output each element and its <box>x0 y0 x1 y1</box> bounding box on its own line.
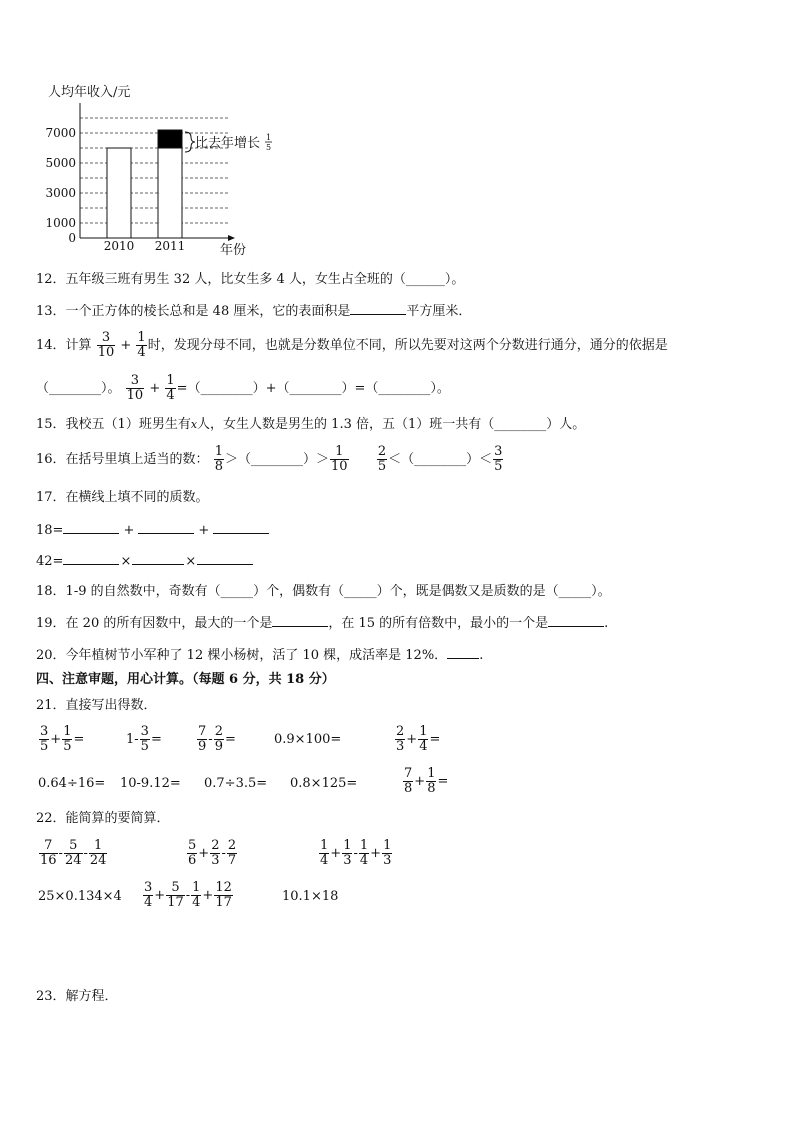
income-bar-chart <box>30 78 320 263</box>
answer-blank[interactable] <box>138 521 194 534</box>
bar-2011 <box>158 148 182 238</box>
fraction: $\frac{1}{4}$ <box>166 373 175 403</box>
question-16: 16．在括号里填上适当的数： $\frac{1}{8}$ ＞（________）＞ $\frac{1}{10}$ $\frac{2}{5}$ ＜（________）＜ $\frac{3}{5}$ <box>36 444 503 474</box>
question-19: 19．在 20 的所有因数中，最大的一个是 ，在 15 的所有倍数中，最小的一个是 . <box>36 616 609 631</box>
q21-expr-6: 0.64÷16= <box>38 776 106 791</box>
q21-expr-4: 0.9×100= <box>274 732 342 747</box>
answer-blank[interactable] <box>63 521 119 534</box>
bars <box>107 130 182 238</box>
annotation-frac-num: 1 <box>266 133 272 142</box>
y-tick-label: 5000 <box>45 156 76 170</box>
question-22: 22．能简算的要简算． <box>36 811 170 826</box>
fraction: $\frac{2}{5}$ <box>377 444 387 474</box>
q21-expr-7: 10-9.12= <box>120 776 181 791</box>
y-tick-label: 1000 <box>45 216 76 230</box>
fraction: $\frac{3}{10}$ <box>97 330 115 360</box>
q22-expr-5: $\frac{3}{4}$ + $\frac{5}{17}$ - $\frac{1}{4}$ + $\frac{12}{17}$ <box>144 880 232 910</box>
question-18: 18．1-9 的自然数中，奇数有（_____）个，偶数有（_____）个，既是偶数又是质数的是（_____）。 <box>36 584 611 599</box>
answer-blank[interactable] <box>197 552 253 565</box>
y-tick-label: 7000 <box>45 126 76 140</box>
question-17: 17．在横线上填不同的质数。 <box>36 490 209 505</box>
q21-expr-3: $\frac{7}{9}$ - $\frac{2}{9}$ = <box>198 724 236 754</box>
answer-blank[interactable] <box>447 646 479 659</box>
fraction: $\frac{1}{10}$ <box>330 444 348 474</box>
q22-expr-4: 25×0.134×4 <box>38 889 122 904</box>
answer-blank[interactable] <box>63 552 119 565</box>
annotation-frac-den: 5 <box>266 143 272 152</box>
answer-blank[interactable] <box>548 614 604 627</box>
answer-blank[interactable] <box>272 614 328 627</box>
q21-expr-8: 0.7÷3.5= <box>204 776 268 791</box>
question-15: 15．我校五（1）班男生有x人，女生人数是男生的 1.3 倍，五（1）班一共有（________）人。 <box>36 417 586 432</box>
q21-expr-2: 1- $\frac{3}{5}$ = <box>126 724 162 754</box>
x-axis-label: 年份 <box>220 243 247 258</box>
question-21: 21．直接写出得数． <box>36 698 157 713</box>
question-20: 20．今年植树节小军种了 12 棵小杨树，活了 10 棵，成活率是 12%． . <box>36 648 484 663</box>
q22-expr-6: 10.1×18 <box>282 889 339 904</box>
answer-blank[interactable] <box>213 521 269 534</box>
x-tick-label: 2011 <box>154 239 186 253</box>
q22-expr-1: $\frac{7}{16}$ - $\frac{5}{24}$ - $\frac{1}{24}$ <box>40 838 107 868</box>
y-tick-label: 0 <box>68 231 76 245</box>
fraction: $\frac{3}{10}$ <box>126 373 144 403</box>
annotation-brace <box>185 132 195 152</box>
q21-expr-9: 0.8×125= <box>290 776 358 791</box>
x-axis-arrow <box>228 235 235 241</box>
question-12: 12．五年级三班有男生 32 人，比女生多 4 人，女生占全班的（______）。 <box>36 272 465 287</box>
answer-blank[interactable] <box>132 552 184 565</box>
y-tick-labels <box>45 126 76 245</box>
y-axis-label: 人均年收入/元 <box>48 85 131 100</box>
q21-expr-5: $\frac{2}{3}$ + $\frac{1}{4}$ = <box>396 724 441 754</box>
question-14: 14．计算 $\frac{3}{10}$ + $\frac{1}{4}$ 时，发现分母不同，也就是分数单位不同，所以先要对这两个分数进行通分，通分的依据是 <box>36 330 668 360</box>
section-4-title: 四、注意审题，用心计算。（每题 6 分，共 18 分） <box>36 672 335 687</box>
bar-increase-2011 <box>158 130 182 148</box>
fraction: $\frac{1}{4}$ <box>137 330 146 360</box>
q21-expr-10: $\frac{7}{8}$ + $\frac{1}{8}$ = <box>404 766 449 796</box>
question-13: 13．一个正方体的棱长总和是 48 厘米，它的表面积是 平方厘米． <box>36 304 472 319</box>
q21-expr-1: $\frac{3}{5}$ + $\frac{1}{5}$ = <box>40 724 85 754</box>
bar-2010 <box>107 148 131 238</box>
annotation-text: 比去年增长 <box>195 136 261 151</box>
question-23: 23．解方程． <box>36 989 118 1004</box>
fraction: $\frac{3}{5}$ <box>494 444 503 474</box>
gridlines <box>80 118 230 223</box>
question-17-row2: 42= × × <box>36 552 253 571</box>
question-14-line2: （________）。 $\frac{3}{10}$ + $\frac{1}{4}$ =（________）+（________）=（________）。 <box>36 373 450 403</box>
q22-expr-2: $\frac{5}{6}$ + $\frac{2}{3}$ - $\frac{2}{7}$ <box>188 838 237 868</box>
question-17-row1: 18= + + <box>36 521 269 540</box>
fraction: $\frac{1}{8}$ <box>214 444 223 474</box>
x-tick-label: 2010 <box>103 239 135 253</box>
y-tick-label: 3000 <box>45 186 76 200</box>
answer-blank[interactable] <box>350 302 406 315</box>
q22-expr-3: $\frac{1}{4}$ + $\frac{1}{3}$ - $\frac{1}{4}$ + $\frac{1}{3}$ <box>320 838 392 868</box>
x-tick-labels <box>104 239 186 253</box>
